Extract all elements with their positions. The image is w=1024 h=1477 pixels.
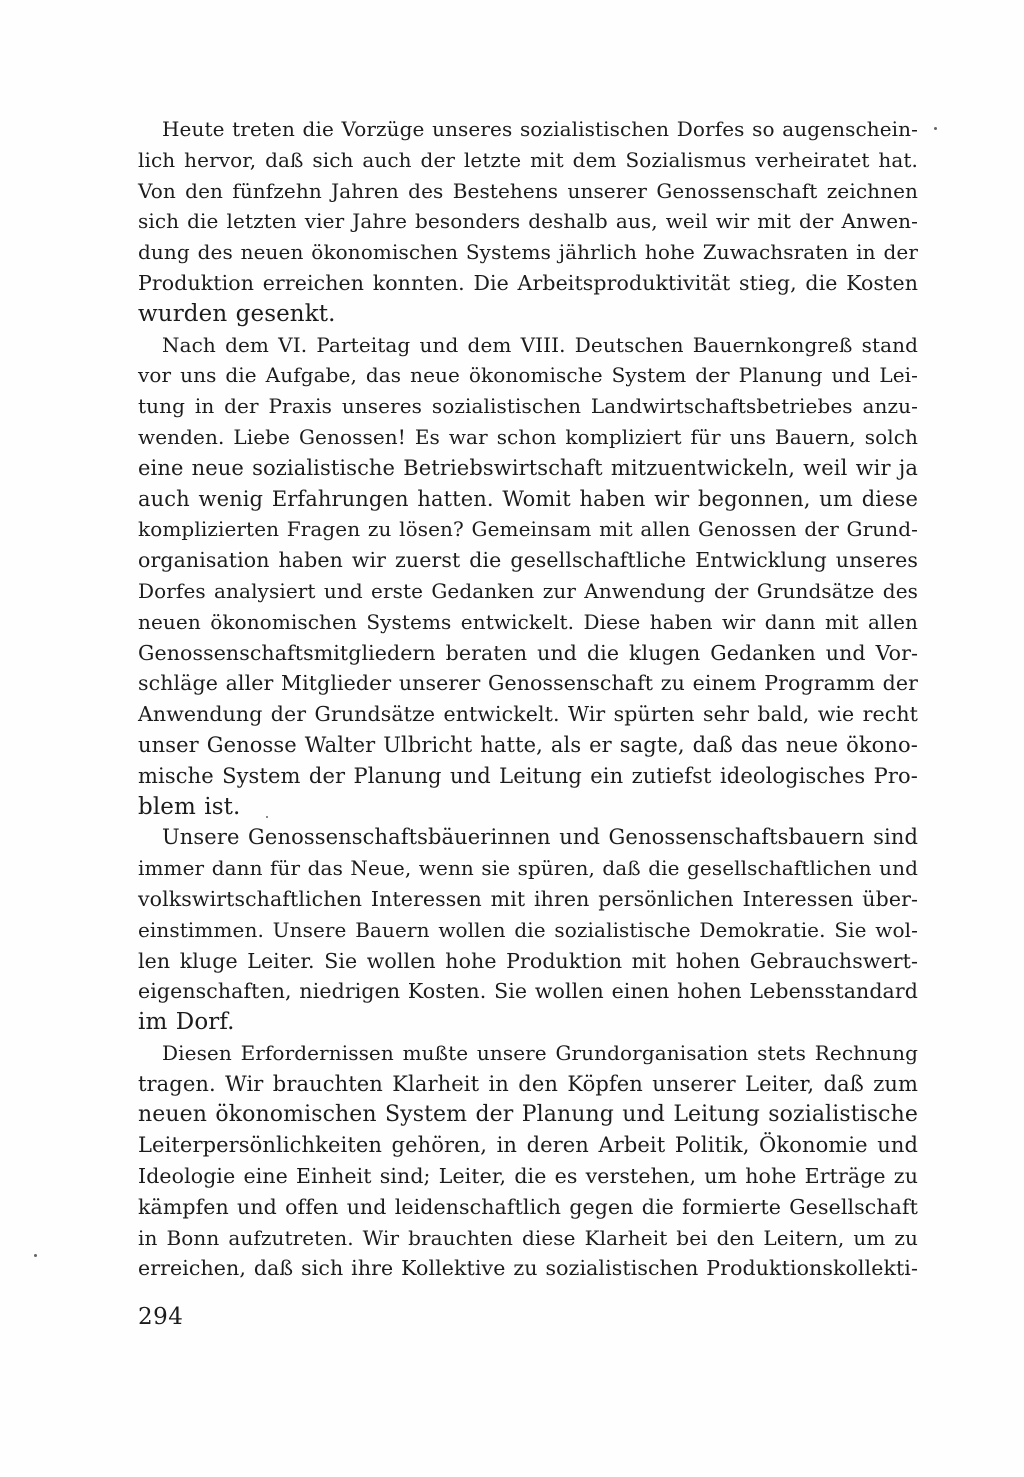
print-speck — [34, 1254, 37, 1257]
text-line: len kluge Leiter. Sie wollen hohe Produktion mit hohen Gebrauchswert- — [138, 948, 918, 973]
text-line: Ideologie eine Einheit sind; Leiter, die es verstehen, um hohe Erträge zu — [138, 1164, 918, 1189]
text-line: volkswirtschaftlichen Interessen mit ihren persönlichen Interessen über- — [138, 886, 918, 911]
text-line: kämpfen und offen und leidenschaftlich gegen die formierte Gesellschaft — [138, 1194, 918, 1219]
text-line: sich die letzten vier Jahre besonders deshalb aus, weil wir mit der Anwen- — [138, 209, 918, 234]
text-line: dung des neuen ökonomischen Systems jährlich hohe Zuwachsraten in der — [138, 240, 918, 265]
text-line: Dorfes analysiert und erste Gedanken zur Anwendung der Grundsätze des — [138, 578, 918, 603]
paragraph — [138, 822, 918, 1038]
text-line: schläge aller Mitglieder unserer Genossenschaft zu einem Programm der — [138, 671, 918, 696]
body-text — [138, 114, 918, 1284]
text-line: Unsere Genossenschaftsbäuerinnen und Genossenschaftsbauern sind — [162, 825, 918, 850]
text-line: Leiterpersönlichkeiten gehören, in deren Arbeit Politik, Ökonomie und — [138, 1133, 918, 1158]
text-line: einstimmen. Unsere Bauern wollen die sozialistische Demokratie. Sie wol- — [138, 917, 918, 942]
page-number: 294 — [138, 1304, 184, 1330]
text-line: Heute treten die Vorzüge unseres sozialistischen Dorfes so augenschein- — [162, 117, 918, 141]
text-line: mische System der Planung und Leitung ein zutiefst ideologisches Pro- — [138, 763, 918, 788]
text-line: tung in der Praxis unseres sozialistischen Landwirtschaftsbetriebes anzu- — [138, 394, 918, 419]
text-line: erreichen, daß sich ihre Kollektive zu sozialistischen Produktionskollekti- — [138, 1256, 918, 1281]
paragraph — [138, 330, 918, 823]
text-line: komplizierten Fragen zu lösen? Gemeinsam mit allen Genossen der Grund- — [138, 517, 918, 542]
print-speck — [934, 127, 937, 130]
text-line: tragen. Wir brauchten Klarheit in den Köpfen unserer Leiter, daß zum — [138, 1071, 918, 1096]
text-line: organisation haben wir zuerst die gesellschaftliche Entwicklung unseres — [138, 548, 918, 573]
text-line: lich hervor, daß sich auch der letzte mit dem Sozialismus verheiratet hat. — [138, 147, 918, 172]
text-line: unser Genosse Walter Ulbricht hatte, als er sagte, daß das neue ökono- — [138, 732, 918, 757]
text-line: im Dorf. — [138, 1009, 235, 1036]
text-line: wurden gesenkt. — [138, 300, 336, 327]
text-line: Diesen Erfordernissen mußte unsere Grundorganisation stets Rechnung — [162, 1040, 918, 1065]
text-line: eigenschaften, niedrigen Kosten. Sie wollen einen hohen Lebensstandard — [138, 979, 918, 1004]
text-line: Von den fünfzehn Jahren des Bestehens unserer Genossenschaft zeichnen — [138, 178, 918, 203]
text-line: immer dann für das Neue, wenn sie spüren, daß die gesellschaftlichen und — [138, 856, 918, 881]
text-line: vor uns die Aufgabe, das neue ökonomische System der Planung und Lei- — [138, 363, 918, 388]
text-line: eine neue sozialistische Betriebswirtschaft mitzuentwickeln, weil wir ja — [138, 455, 918, 480]
text-line: Anwendung der Grundsätze entwickelt. Wir spürten sehr bald, wie recht — [138, 702, 918, 727]
text-line: Produktion erreichen konnten. Die Arbeitsproduktivität stieg, die Kosten — [138, 270, 918, 295]
text-line: neuen ökonomischen Systems entwickelt. Diese haben wir dann mit allen — [138, 609, 918, 634]
text-line: neuen ökonomischen System der Planung und Leitung sozialistische — [138, 1101, 918, 1127]
text-line: wenden. Liebe Genossen! Es war schon kompliziert für uns Bauern, solch — [138, 424, 918, 449]
paragraph — [138, 1038, 918, 1284]
text-line: auch wenig Erfahrungen hatten. Womit haben wir begonnen, um diese — [138, 486, 918, 511]
text-line: blem ist. — [138, 793, 241, 820]
text-line: Nach dem VI. Parteitag und dem VIII. Deutschen Bauernkongreß stand — [162, 332, 918, 357]
paragraph — [138, 114, 918, 330]
print-speck — [266, 816, 268, 818]
text-line: in Bonn aufzutreten. Wir brauchten diese Klarheit bei den Leitern, um zu — [138, 1225, 918, 1250]
text-line: Genossenschaftsmitgliedern beraten und die klugen Gedanken und Vor- — [138, 640, 918, 665]
